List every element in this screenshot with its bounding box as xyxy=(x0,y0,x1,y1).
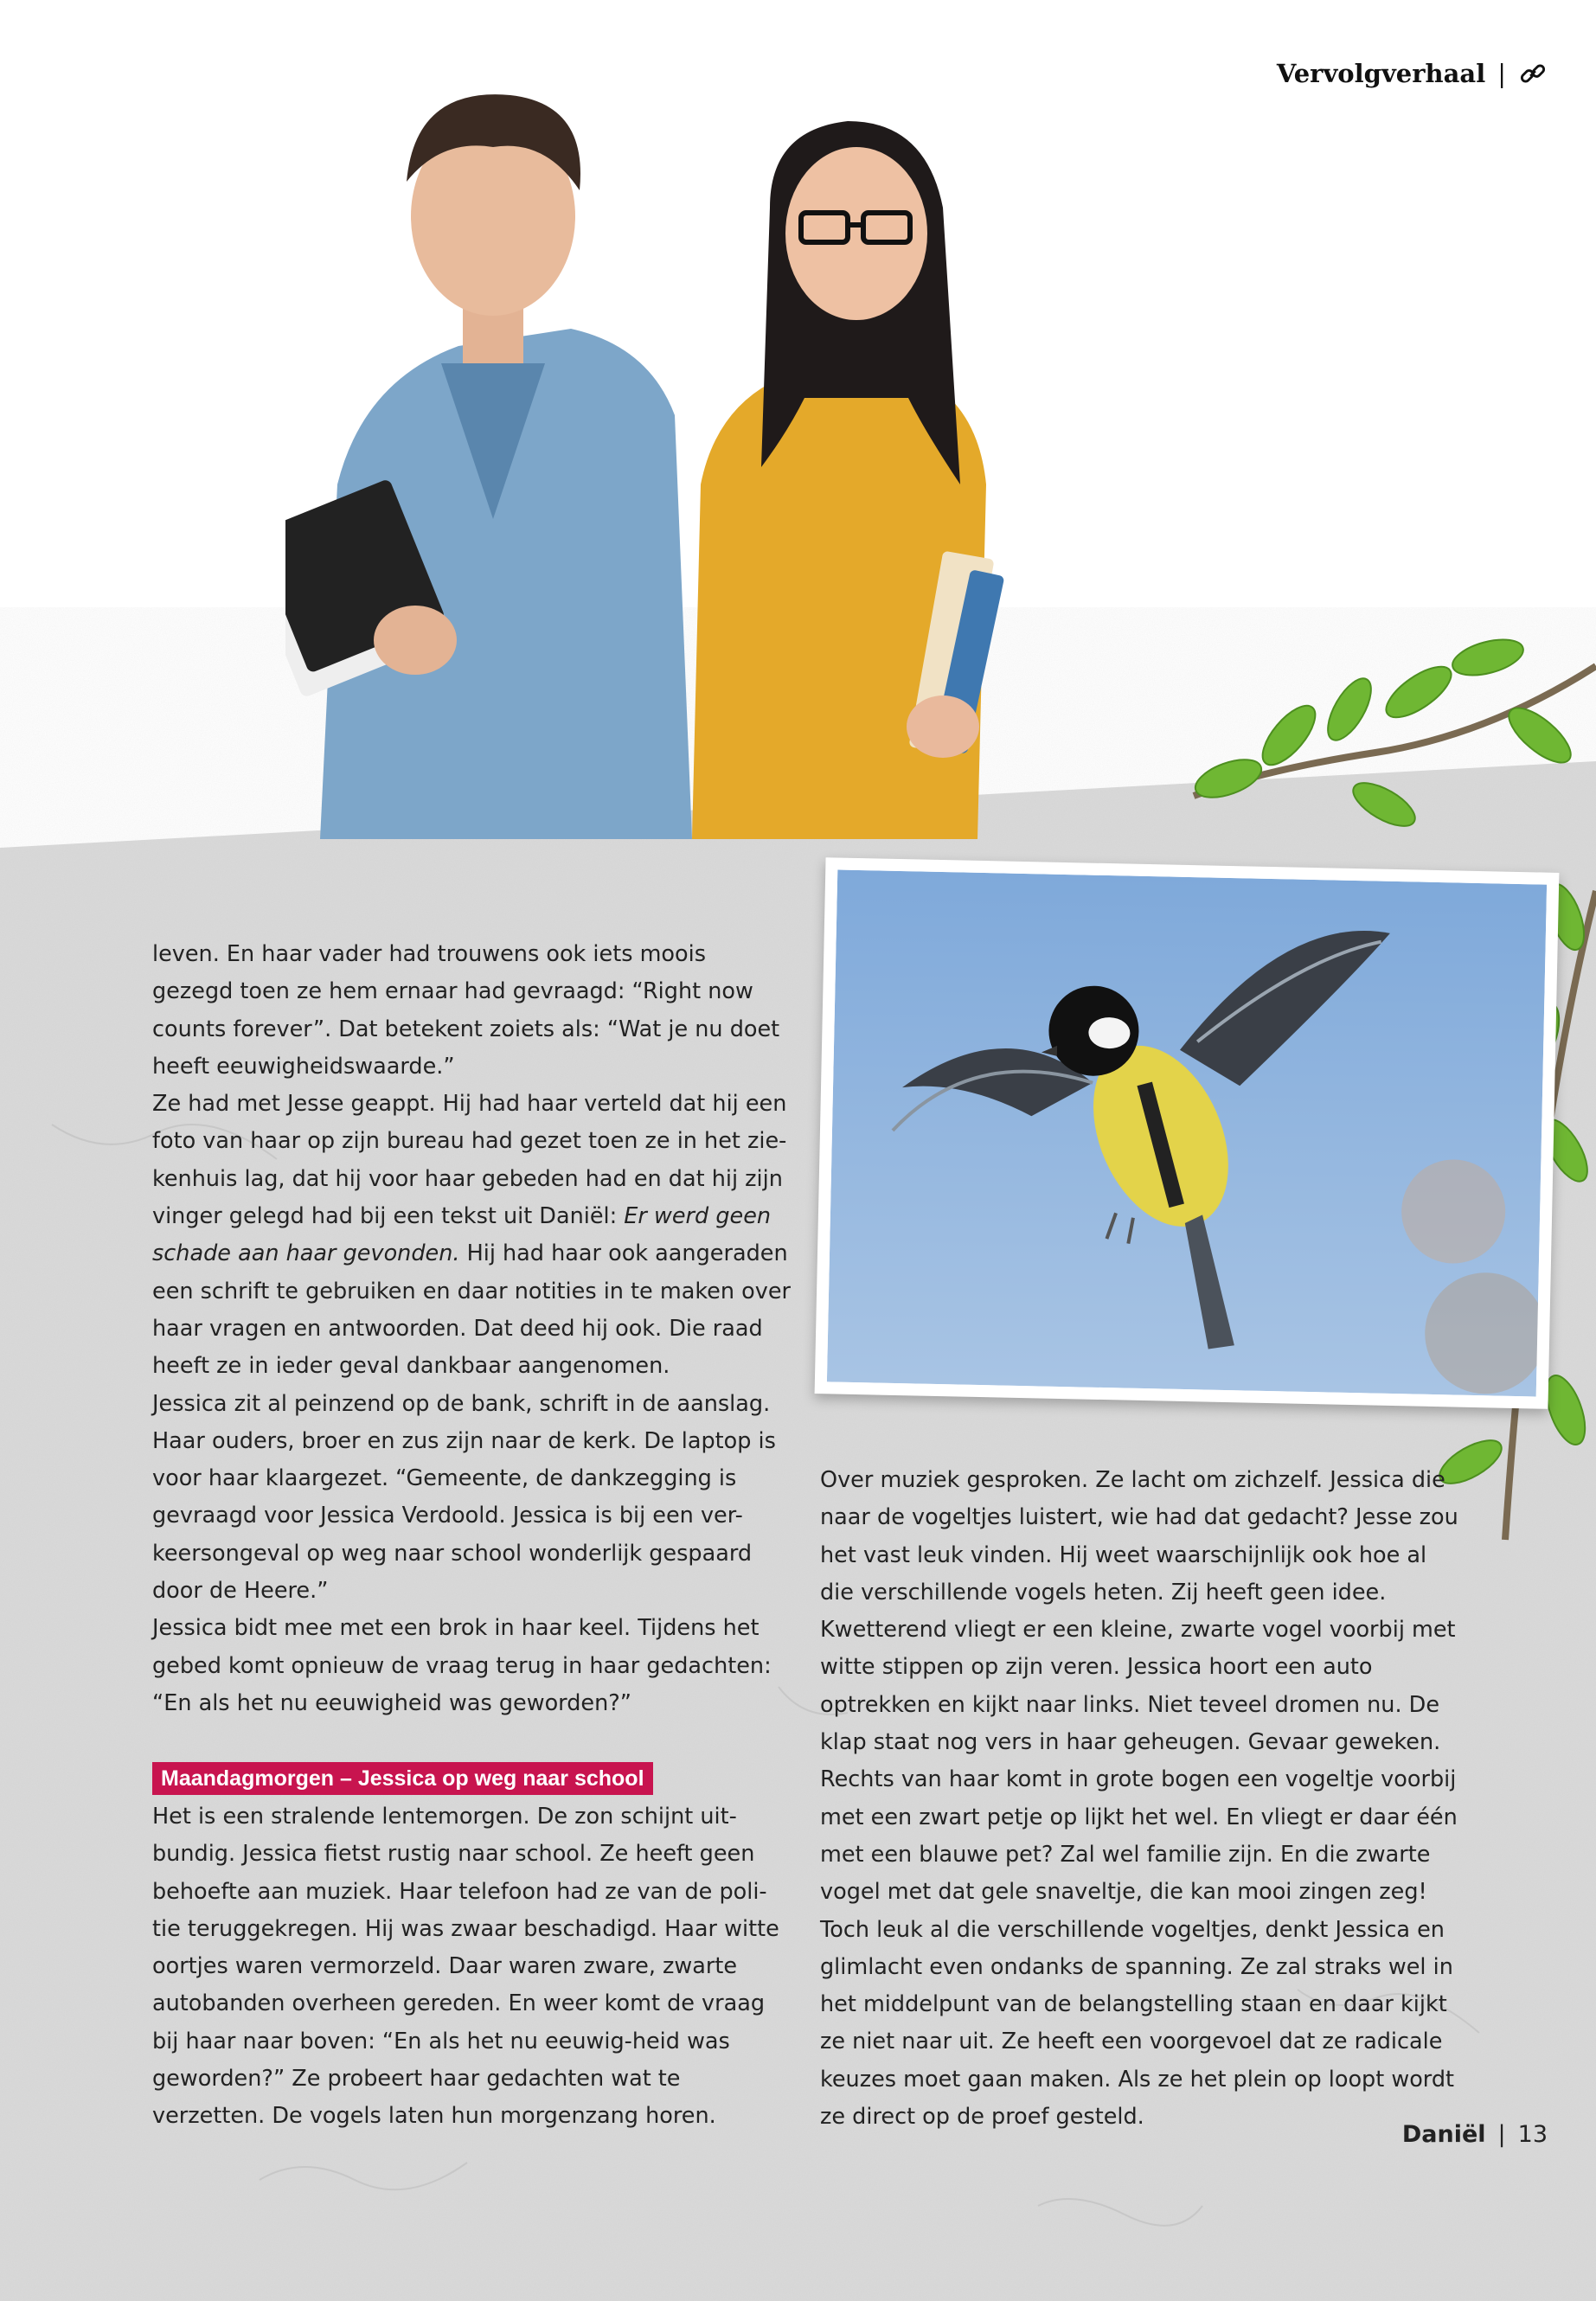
paragraph: Jessica zit al peinzend op de bank, schrift in de aanslag. Haar ouders, broer en zus zijn naar de kerk. De laptop is voor haar klaargezet. “Gemeente, de dankzegging is gevraagd voor Jessica Verdoold. Jessica is bij een ver-keersongeval op weg naar school wonderlijk gespaard door de Heere.” xyxy=(152,1390,776,1605)
great-tit-image xyxy=(827,869,1547,1396)
text-column-right xyxy=(820,1462,1460,2136)
paragraph xyxy=(152,1086,792,1385)
paragraph-text: Hij had haar ook aangeraden een schrift te gebruiken en daar notities in te maken over haar vragen en antwoorden. Dat deed hij ook. Die raad heeft ze in ieder geval dankbaar aangenomen. xyxy=(152,1240,791,1380)
page-number: 13 xyxy=(1517,2121,1548,2148)
section-separator: | xyxy=(1497,59,1506,88)
girl-figure xyxy=(692,121,1004,839)
paragraph: Het is een stralende lentemorgen. De zon schijnt uit-bundig. Jessica fietst rustig naar school. Ze heeft geen behoefte aan muziek. Haar telefoon had ze van de poli-tie teruggekregen. Hij was zwaar beschadigd. Haar witte oortjes waren vermorzeld. Daar waren zware, zwarte autobanden overheen gereden. En weer komt de vraag bij haar naar boven: “En als het nu eeuwig-heid was geworden?” Ze probeert haar gedachten wat te verzetten. De vogels laten hun morgenzang horen. xyxy=(152,1804,779,2130)
paragraph: Over muziek gesproken. Ze lacht om zichzelf. Jessica die naar de vogeltjes luistert, wie had dat gedacht? Jesse zou het vast leuk vinden. Hij weet waarschijnlijk ook hoe al die verschillende vogels heten. Zij heeft geen idee. Kwetterend vliegt er een kleine, zwarte vogel voorbij met witte stippen op zijn veren. Jessica hoort een auto optrekken en kijkt naar links. Niet teveel dromen nu. De klap staat nog vers in haar geheugen. Gevaar geweken. Rechts van haar komt in grote bogen een vogeltje voorbij met een zwart petje op lijkt het wel. En vliegt er daar één met een blauwe pet? Zal wel familie zijn. En die zwarte vogel met dat gele snaveltje, die kan mooi zingen zeg! Toch leuk al die verschillende vogeltjes, denkt Jessica en glimlacht even ondanks de spanning. Ze zal straks wel in het middelpunt van de belangstelling staan en daar kijkt ze niet naar uit. Ze heeft een voorgevoel dat ze radicale keuzes moet gaan maken. Als ze het plein op loopt wordt ze direct op de proef gesteld. xyxy=(820,1467,1458,2131)
students-photo xyxy=(285,35,1151,839)
link-icon xyxy=(1518,59,1548,88)
page-footer xyxy=(1402,2121,1548,2148)
section-subheading: Maandagmorgen – Jessica op weg naar school xyxy=(152,1762,653,1795)
section-title: Vervolgverhaal xyxy=(1276,59,1486,88)
magazine-name: Daniël xyxy=(1401,2121,1486,2148)
bird-photo xyxy=(815,857,1560,1409)
paragraph: Jessica bidt mee met een brok in haar keel. Tijdens het gebed komt opnieuw de vraag terug in haar gedachten: “En als het nu eeuwigheid was geworden?” xyxy=(152,1615,772,1716)
text-column-left xyxy=(152,936,792,1722)
footer-separator: | xyxy=(1497,2121,1506,2148)
boy-figure xyxy=(285,94,692,839)
paragraph: leven. En haar vader had trouwens ook iets moois gezegd toen ze hem ernaar had gevraagd: “Right now counts forever”. Dat betekent zoiets als: “Wat je nu doet heeft eeuwigheidswaarde.” xyxy=(152,941,780,1080)
text-column-left-lower xyxy=(152,1760,792,2136)
paragraph-text: Ze had met Jesse geappt. Hij had haar verteld dat hij een foto van haar op zijn bureau had gezet toen ze in het zie-kenhuis lag, dat hij voor haar gebeden had en dat hij zijn vinger gelegd had bij een tekst uit Daniël: xyxy=(152,1091,787,1230)
bible-quote: Er werd geen schade aan haar gevonden. xyxy=(152,1203,772,1267)
section-label xyxy=(1277,59,1548,88)
